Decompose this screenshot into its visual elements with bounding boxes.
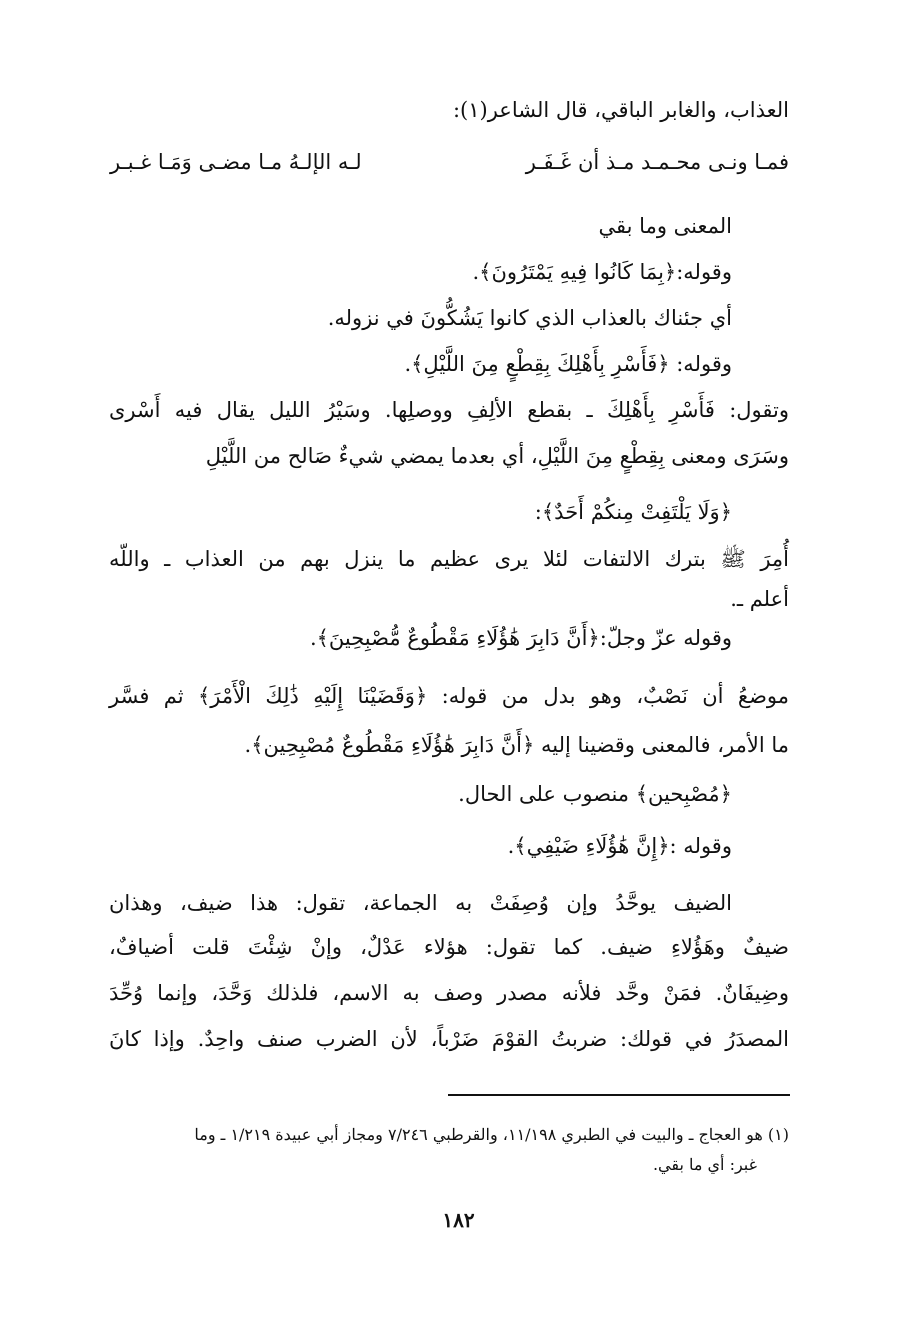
text-line-10: أعلم ـ.	[730, 587, 789, 611]
text-line-16: الضيف يوحَّدُ وإن وُصِفَتْ به الجماعة، تقول: هذا ضيف، وهذان	[109, 891, 732, 915]
footnote-line-2: غبر: أي ما بقي.	[652, 1155, 757, 1174]
text-line-8: ﴿وَلَا يَلْتَفِتْ مِنكُمْ أَحَدٌ﴾:	[534, 500, 732, 524]
footnote-separator	[448, 1094, 790, 1096]
text-line-2: المعنى وما بقي	[598, 214, 732, 238]
text-line-9: أُمِرَ ﷺ بترك الالتفات لئلا يرى عظيم ما ينزل بهم من العذاب ـ واللّه	[109, 547, 789, 571]
page-number: ١٨٢	[442, 1208, 475, 1232]
text-line-17: ضيفٌ وهَؤُلاءِ ضيف. كما تقول: هؤلاء عَدْلٌ، وإنْ شِئْتَ قلت أضيافٌ،	[109, 935, 789, 959]
text-line-1: العذاب، والغابر الباقي، قال الشاعر(١):	[452, 98, 789, 122]
text-line-6: وتقول: فَأَسْرِ بِأَهْلِكَ ـ بقطع الألِفِ ووصلِها. وسَيْرُ الليل يقال فيه أَسْرى	[109, 398, 789, 422]
text-line-7: وسَرَى ومعنى بِقِطْعٍ مِنَ اللَّيْلِ، أي بعدما يمضي شيءٌ صَالح من اللَّيْلِ	[205, 444, 789, 468]
text-line-15: وقوله :﴿إِنَّ هَٰؤُلَاءِ ضَيْفِي﴾.	[507, 834, 732, 858]
text-line-12: موضعُ أن نَصْبٌ، وهو بدل من قوله: ﴿وَقَضَيْنَا إِلَيْهِ ذَٰلِكَ الْأَمْرَ﴾ ثم فسَّر	[109, 684, 789, 708]
text-line-13: ما الأمر، فالمعنى وقضينا إليه ﴿أَنَّ دَابِرَ هَٰؤُلَاءِ مَقْطُوعٌ مُصْبِحِين﴾.	[244, 733, 789, 757]
text-line-11: وقوله عزّ وجلّ:﴿أَنَّ دَابِرَ هَٰؤُلَاءِ مَقْطُوعٌ مُّصْبِحِينَ﴾.	[309, 626, 732, 650]
text-line-19: المصدَرُ في قولك: ضربتُ القوْمَ ضَرْباً، لأن الضرب صنف واحِدٌ. وإذا كانَ	[109, 1027, 789, 1051]
text-line-5: وقوله: ﴿فَأَسْرِ بِأَهْلِكَ بِقِطْعٍ مِنَ اللَّيْلِ﴾.	[404, 352, 732, 376]
text-line-14: ﴿مُصْبِحين﴾ منصوب على الحال.	[458, 782, 732, 806]
text-line-3: وقوله:﴿بِمَا كَانُوا فِيهِ يَمْتَرُونَ﴾.	[472, 260, 732, 284]
footnote-line-1: (١) هو العجاج ـ والبيت في الطبري ١١/١٩٨، والقرطبي ٧/٢٤٦ ومجاز أبي عبيدة ١/٢١٩ ـ وما	[194, 1125, 789, 1144]
verse-second-hemistich: لـه الإلـهُ مـا مضـى وَمَـا غـبـر	[110, 150, 362, 174]
text-line-4: أي جئناك بالعذاب الذي كانوا يَشُكُّونَ في نزوله.	[327, 306, 732, 330]
verse-first-hemistich: فمـا ونـى محـمـد مـذ أن غَـفَـر	[525, 150, 789, 174]
text-line-18: وضِيفَانٌ. فمَنْ وحَّد فلأنه مصدر وصف به الاسم، فلذلك وَحَّدَ، وإنما وُحِّدَ	[109, 981, 789, 1005]
